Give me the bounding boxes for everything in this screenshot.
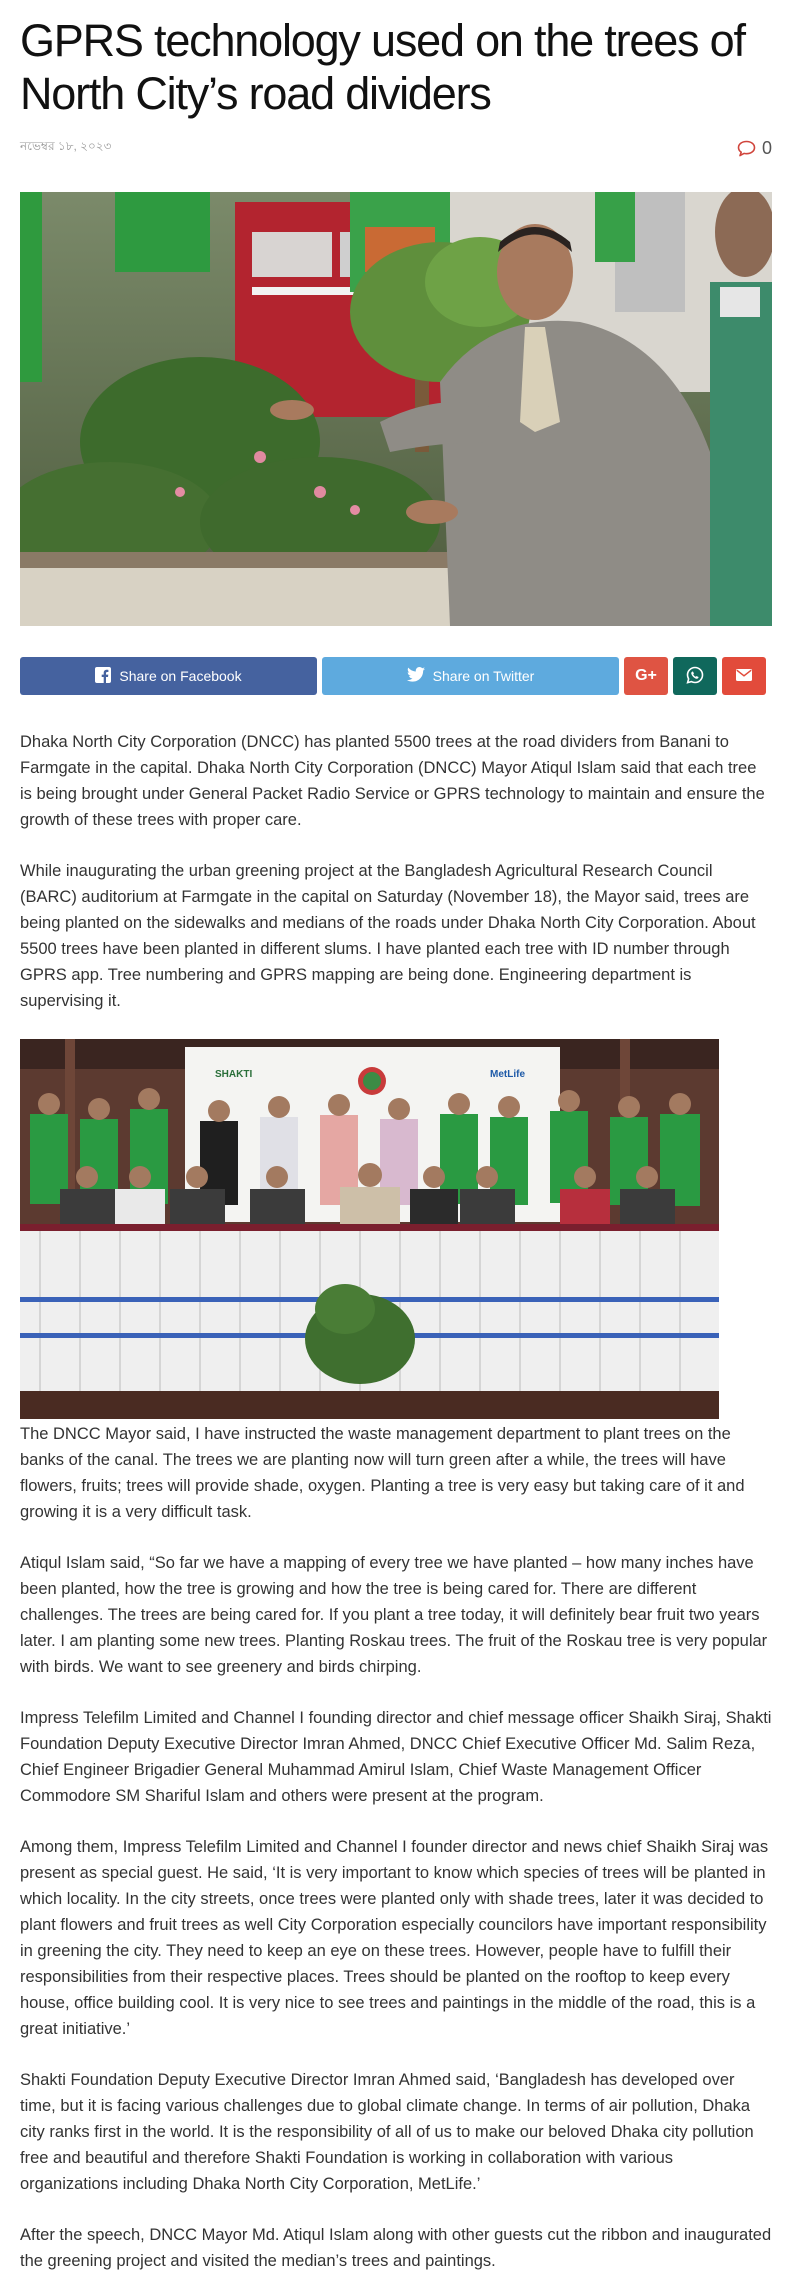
article-paragraph: Atiqul Islam said, “So far we have a mapping of every tree we have planted – how many inches have been planted, how the tree is growing and how the tree is being cared for. There are different challenges. The trees are being cared for. If you plant a tree today, it will definitely bear fruit two years later. I am planting some new trees. Planting Roskau trees. The fruit of the Roskau tree is very popular with birds. We want to see greenery and birds chirping. [20, 1554, 768, 1676]
article [20, 0, 772, 2274]
share-twitter-label: Share on Twitter [432, 668, 535, 684]
article-paragraph: Dhaka North City Corporation (DNCC) has planted 5500 trees at the road dividers from Banani to Farmgate in the capital. Dhaka North City Corporation (DNCC) Mayor Atiqul Islam said that each tree is being brought under General Packet Radio Service or GPRS technology to maintain and ensure the growth of these trees with proper care. [20, 733, 765, 829]
share-facebook-button[interactable] [20, 657, 317, 695]
banner-left-text: SHAKTI [215, 1069, 253, 1080]
banner-right-text: MetLife [490, 1069, 525, 1080]
twitter-icon [407, 667, 425, 685]
whatsapp-icon [686, 666, 704, 687]
event-photo [20, 1039, 719, 1419]
hero-image [20, 192, 772, 626]
share-twitter-button[interactable] [322, 657, 619, 695]
google-plus-icon: G+ [635, 667, 657, 684]
share-whatsapp-button[interactable] [673, 657, 717, 695]
share-googleplus-button[interactable] [624, 657, 668, 695]
article-meta [20, 137, 772, 159]
article-paragraph: Shakti Foundation Deputy Executive Director Imran Ahmed said, ‘Bangladesh has developed over time, but it is facing various challenges due to global climate change. In terms of air pollution, Dhaka city ranks first in the world. It is the responsibility of all of us to make our beloved Dhaka city pollution free and beautiful and therefore Shakti Foundation is working in collaboration with various organizations including Dhaka North City Corporation, MetLife.’ [20, 2071, 754, 2193]
article-paragraph: While inaugurating the urban greening project at the Bangladesh Agricultural Research Council (BARC) auditorium at Farmgate in the capital on Saturday (November 18), the Mayor said, trees are being planted on the sidewalks and medians of the roads under Dhaka North City Corporation. About 5500 trees have been planted in different slums. I have planted each tree with ID number through GPRS app. Tree numbering and GPRS mapping are being done. Engineering department is supervising it. [20, 862, 756, 1010]
article-paragraph: After the speech, DNCC Mayor Md. Atiqul Islam along with other guests cut the ribbon and inaugurated the greening project and visited the median’s trees and paintings. [20, 2226, 772, 2270]
article-paragraph: Impress Telefilm Limited and Channel I founding director and chief message officer Shaikh Siraj, Shakti Foundation Deputy Executive Director Imran Ahmed, DNCC Chief Executive Officer Md. Salim Reza, Chief Engineer Brigadier General Muhammad Amirul Islam, Chief Waste Management Officer Commodore SM Shariful Islam and others were present at the program. [20, 1709, 772, 1805]
article-paragraph: Among them, Impress Telefilm Limited and Channel I founder director and news chief Shaikh Siraj was present as special guest. He said, ‘It is very important to know which species of trees will be planted in which locality. In the city streets, once trees were planted only with shade trees, later it was decided to plant flowers and fruit trees as well City Corporation especially councilors have important responsibility in greening the city. They need to keep an eye on these trees. However, people have to fulfill their responsibilities from their respective places. Trees should be planted on the rooftop to keep every house, office building cool. It is very nice to see trees and paintings in the middle of the road, this is a great initiative.’ [20, 1838, 769, 2038]
article-date: নভেম্বর ১৮, ২০২৩ [20, 139, 112, 153]
share-bar [20, 657, 772, 695]
share-facebook-label: Share on Facebook [119, 668, 242, 684]
article-title: GPRS technology used on the trees of North City’s road dividers [20, 15, 745, 119]
article-paragraph: The DNCC Mayor said, I have instructed the waste management department to plant trees on the banks of the canal. The trees we are planting now will turn green after a while, the trees will have flowers, fruits; trees will provide shade, oxygen. Planting a tree is very easy but taking care of it and growing it is a very difficult task. [20, 1425, 745, 1521]
comments-link[interactable] [737, 138, 772, 159]
share-email-button[interactable] [722, 657, 766, 695]
comment-count: 0 [761, 137, 772, 158]
facebook-icon [95, 667, 111, 686]
envelope-icon [736, 668, 752, 684]
comment-icon [737, 140, 756, 157]
